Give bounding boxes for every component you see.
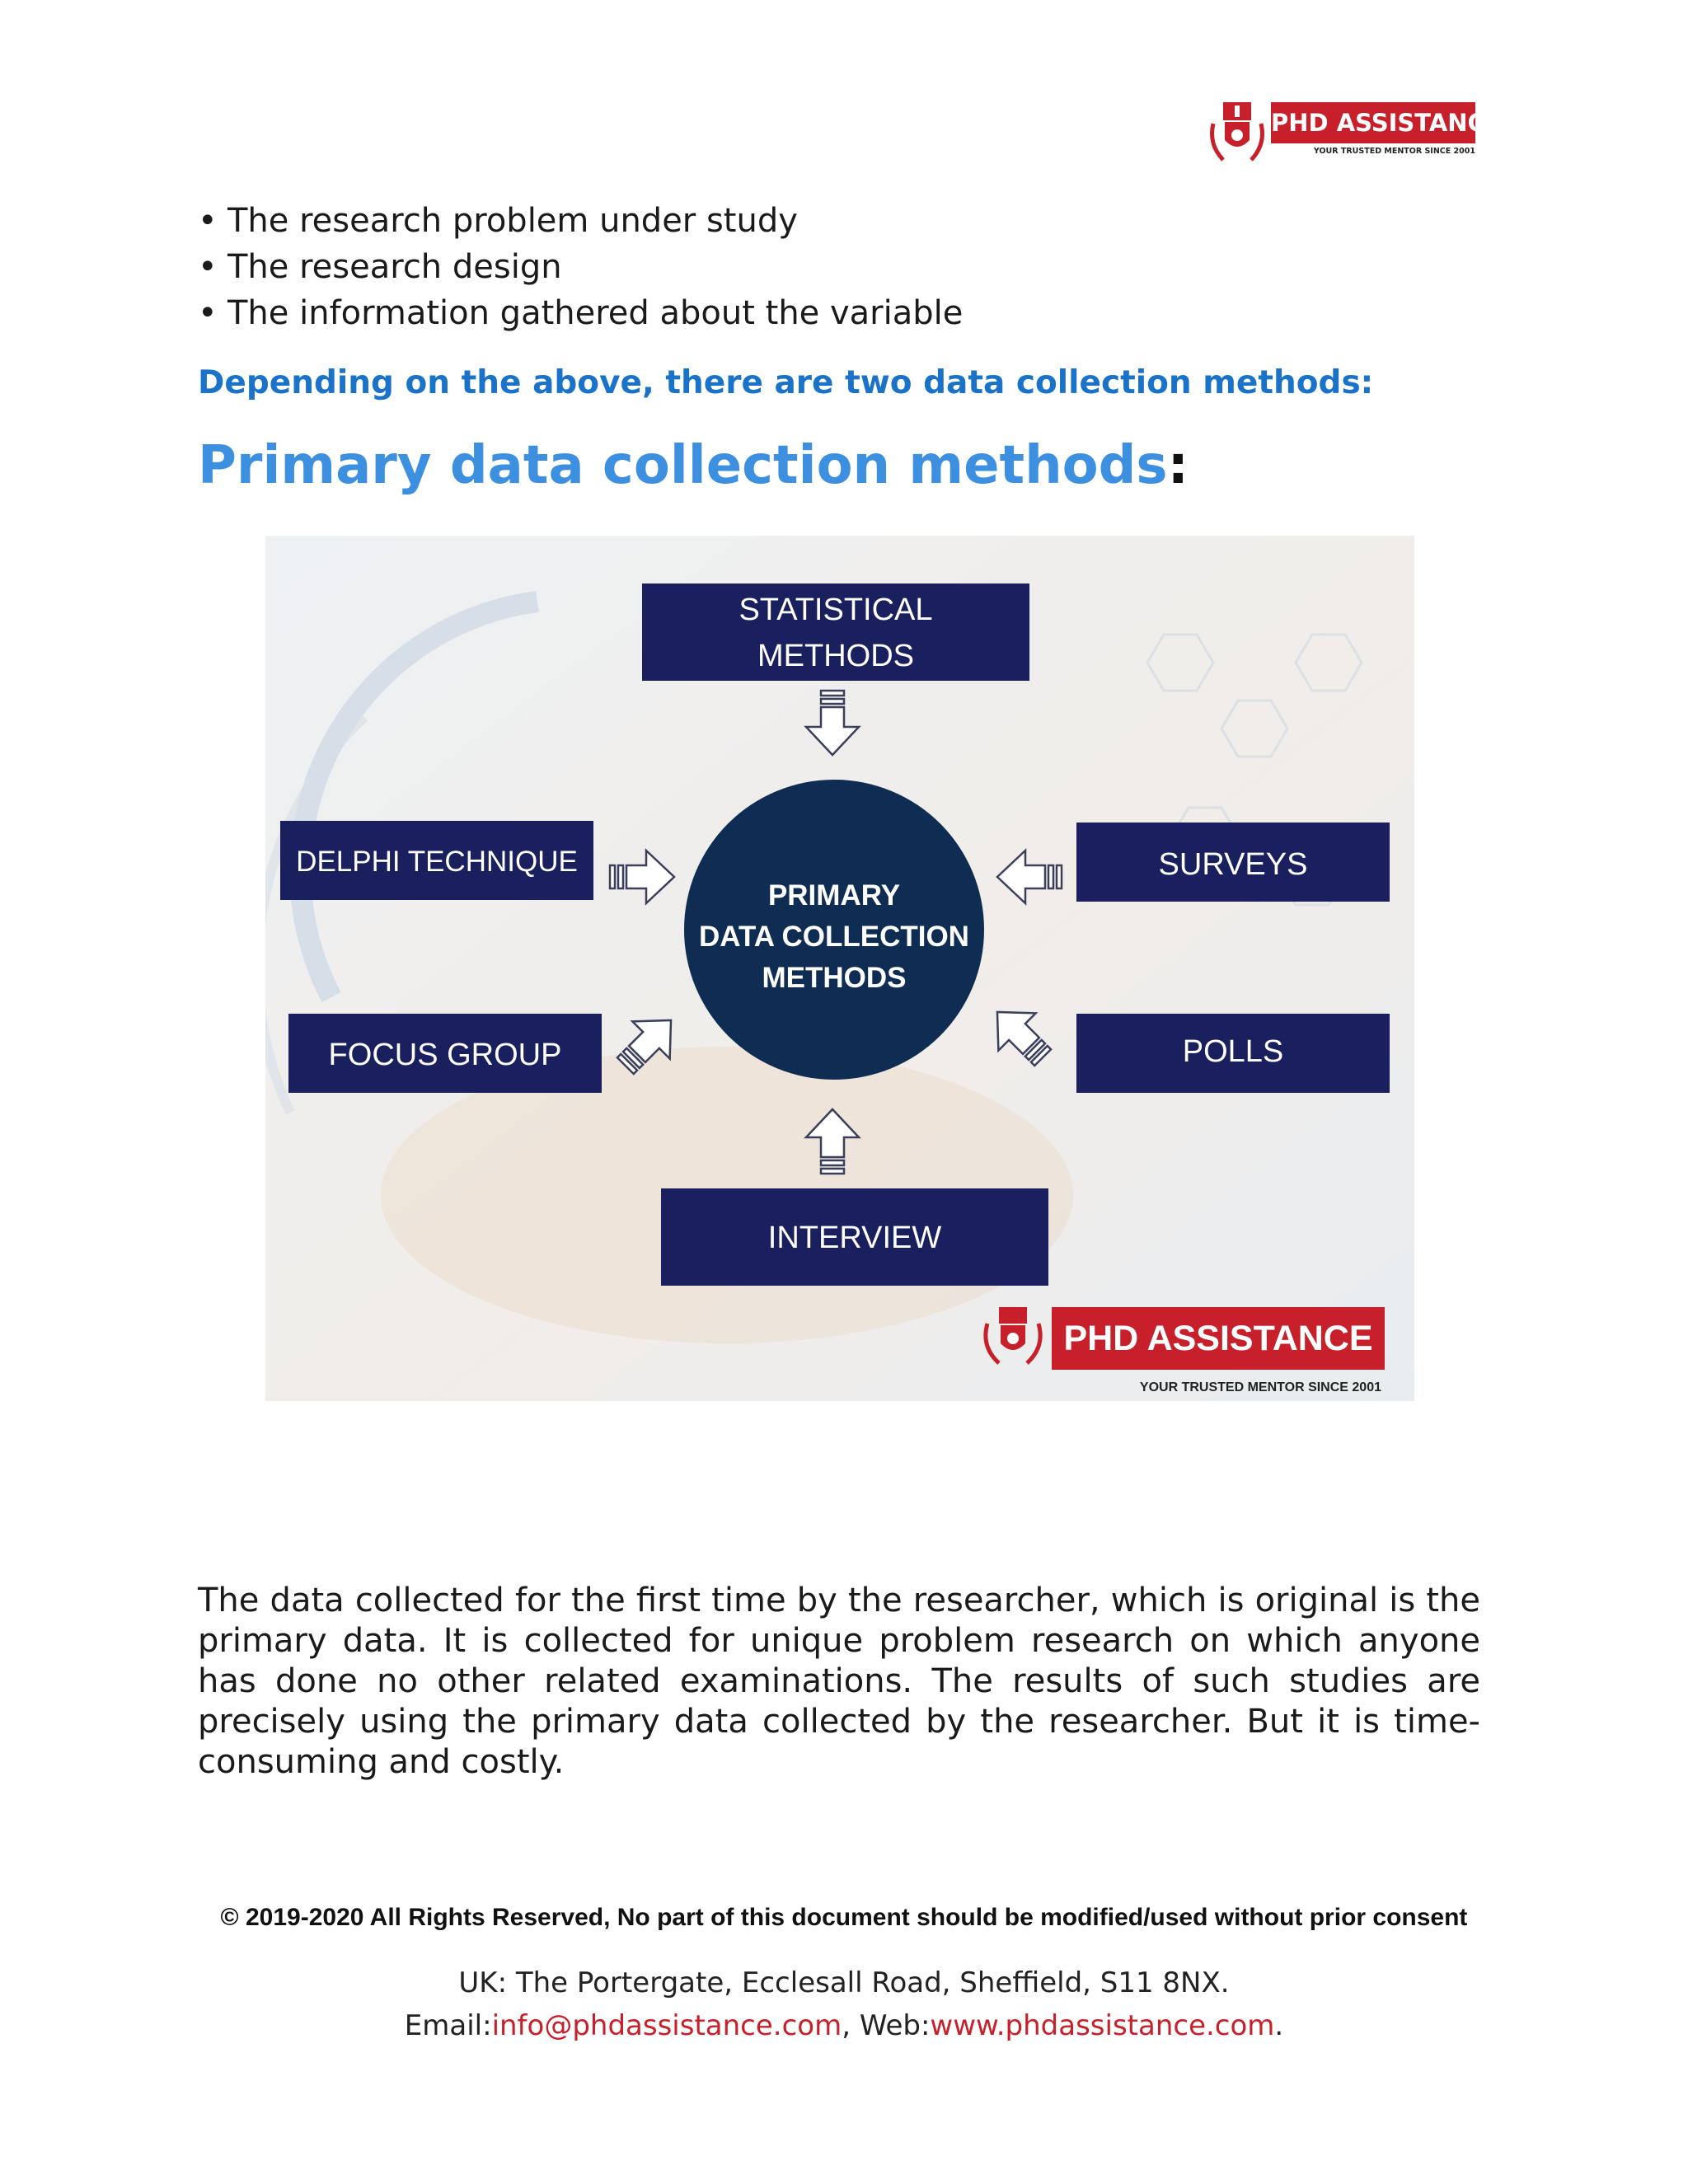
box-label: METHODS bbox=[757, 639, 914, 673]
center-label-line: DATA COLLECTION bbox=[699, 921, 969, 953]
list-item: • The information gathered about the variable bbox=[198, 294, 964, 332]
header-logo-name: PHD ASSISTANCE bbox=[1271, 102, 1475, 143]
header-logo-tagline: YOUR TRUSTED MENTOR SINCE 2001 bbox=[1313, 147, 1475, 156]
header-logo bbox=[1205, 99, 1502, 166]
diagram-logo-tagline: YOUR TRUSTED MENTOR SINCE 2001 bbox=[1139, 1380, 1381, 1394]
web-link[interactable]: www.phdassistance.com bbox=[930, 2009, 1275, 2042]
box-label: POLLS bbox=[1182, 1034, 1284, 1069]
copyright-notice: © 2019-2020 All Rights Reserved, No part of this document should be modified/used without prior consent bbox=[220, 1904, 1468, 1931]
address-line: UK: The Portergate, Ecclesall Road, Sheffield, S11 8NX. bbox=[458, 1966, 1230, 1999]
box-label: INTERVIEW bbox=[767, 1221, 942, 1255]
box-label: FOCUS GROUP bbox=[328, 1038, 562, 1072]
box-label: STATISTICAL bbox=[738, 593, 933, 627]
primary-methods-diagram bbox=[265, 536, 1414, 1401]
box-label: SURVEYS bbox=[1158, 847, 1308, 882]
bullet-list bbox=[198, 198, 963, 336]
diagram-logo-name: PHD ASSISTANCE bbox=[1063, 1319, 1373, 1358]
list-item: • The research design bbox=[198, 248, 562, 286]
section-title: Primary data collection methods: bbox=[198, 435, 1189, 496]
crest-icon bbox=[1205, 99, 1269, 166]
email-link[interactable]: info@phdassistance.com bbox=[491, 2009, 842, 2042]
center-label-line: PRIMARY bbox=[767, 879, 901, 912]
footer-address-block bbox=[0, 1961, 1688, 2047]
list-item: • The research problem under study bbox=[198, 202, 798, 240]
contact-line: Email:info@phdassistance.com, Web:www.phdassistance.com. bbox=[404, 2009, 1284, 2042]
box-label: DELPHI TECHNIQUE bbox=[296, 846, 578, 878]
lead-text: Depending on the above, there are two data collection methods: bbox=[198, 364, 1374, 401]
center-label-line: METHODS bbox=[762, 962, 907, 994]
body-paragraph: The data collected for the first time by the researcher, which is original is the primary data. It is collected for unique problem research on which anyone has done no other related examinations. The results of such studies are precisely using the primary data collected by the researcher. But it is time-consuming and costly. bbox=[198, 1582, 1480, 1781]
